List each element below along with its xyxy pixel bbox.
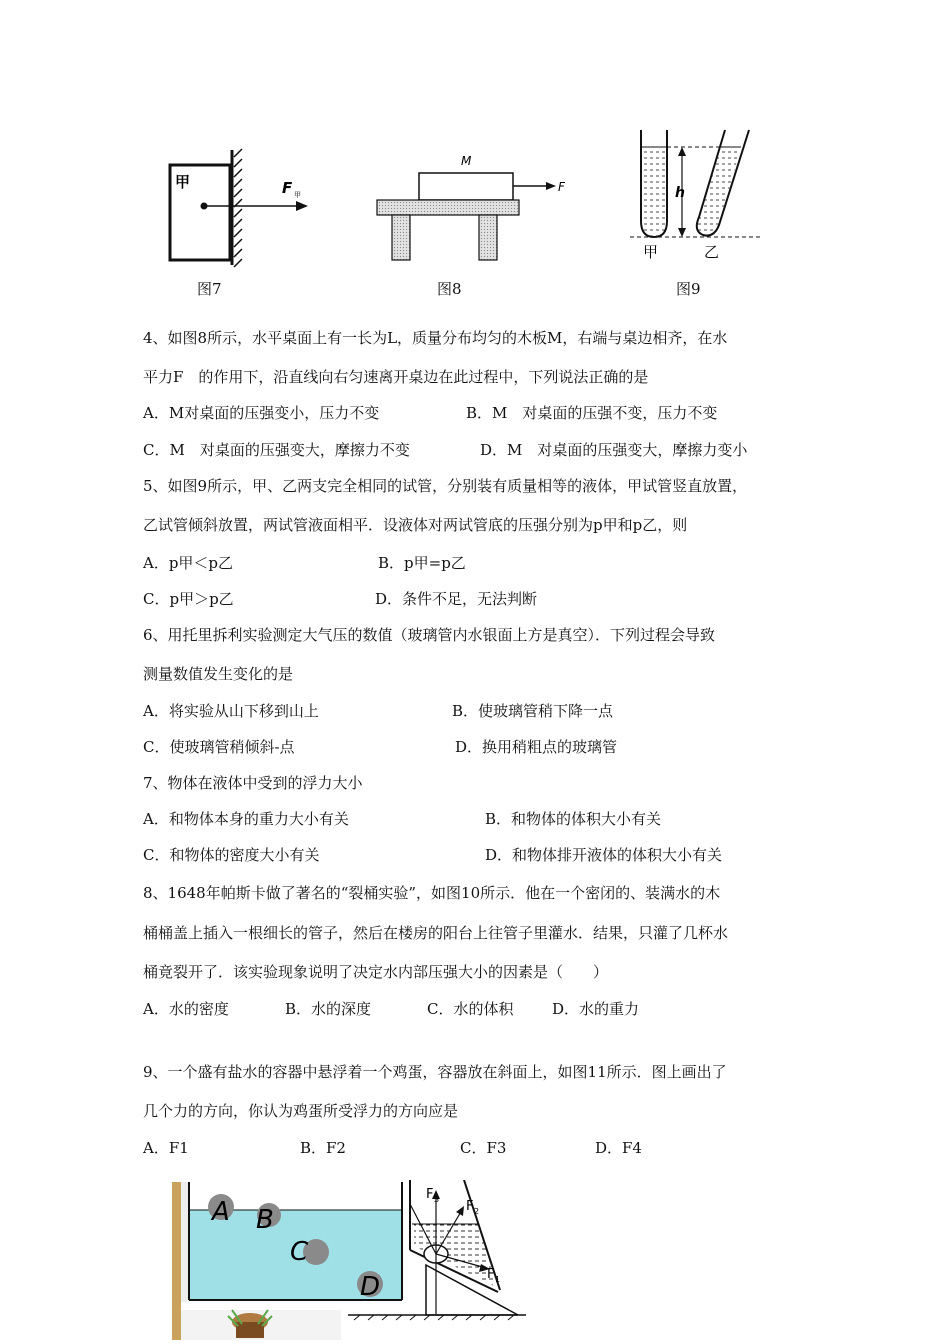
figure-8-diagram [372,150,572,265]
q6-line-2: 测量数值发生变化的是 [143,665,294,683]
fig9-label-jia: 甲 [643,243,659,261]
fig9-label-h: h [675,185,685,201]
fig11-label-f2-sub: 2 [474,1207,480,1216]
figure-9 [625,125,765,265]
figure-11 [348,1180,526,1330]
q5-line-2: 乙试管倾斜放置，两试管液面相平．设液体对两试管底的压强分别为p甲和p乙，则 [143,516,688,534]
figure-7-caption: 图7 [197,280,222,298]
figure-8 [372,150,572,265]
q9-option-c: C．F3 [460,1139,507,1157]
q4-option-a: A．M对桌面的压强变小，压力不变 [143,404,380,422]
fig8-label-m: M [461,154,472,168]
q6-option-d: D．换用稍粗点的玻璃管 [455,738,618,756]
q8-option-c: C．水的体积 [427,1000,514,1018]
fig11-label-f1: F [487,1267,495,1282]
q8-line-3: 桶竟裂开了．该实验现象说明了决定水内部压强大小的因素是（ ） [143,963,609,981]
q8-option-b: B．水的深度 [285,1000,372,1018]
q5-option-c: C．p甲＞p乙 [143,590,234,608]
figure-8-caption: 图8 [437,280,462,298]
fig11-label-f2: F [466,1199,474,1214]
fig11-label-f3: F [426,1187,434,1202]
q9-option-a: A．F1 [143,1139,189,1157]
fig10-label-c: C [290,1237,309,1267]
fig8-label-force: F [558,180,565,194]
q4-option-c: C．M 对桌面的压强变大，摩擦力不变 [143,441,410,459]
q6-option-c: C．使玻璃管稍倾斜-点 [143,738,295,756]
q5-line-1: 5、如图9所示，甲、乙两支完全相同的试管，分别装有质量相等的液体，甲试管竖直放置， [143,477,748,495]
figure-9-caption: 图9 [676,280,701,298]
q9-option-d: D．F4 [595,1139,642,1157]
fig11-label-f3-sub: 3 [434,1195,440,1204]
q6-option-b: B．使玻璃管稍下降一点 [452,702,614,720]
fig7-label-force: F [282,179,293,197]
figure-11-diagram [348,1180,526,1330]
q4-line-1: 4、如图8所示，水平桌面上有一长为L，质量分布均匀的木板M，右端与桌边相齐，在水 [143,329,728,347]
q9-line-2: 几个力的方向，你认为鸡蛋所受浮力的方向应是 [143,1102,459,1120]
q7-option-c: C．和物体的密度大小有关 [143,846,320,864]
q5-option-a: A．p甲＜p乙 [143,554,234,572]
q4-line-2: 平力F 的作用下，沿直线向右匀速离开桌边在此过程中，下列说法正确的是 [143,368,649,386]
q5-option-b: B．p甲=p乙 [378,554,466,572]
q7-option-b: B．和物体的体积大小有关 [485,810,662,828]
fig10-label-d: D [360,1272,381,1302]
fig10-label-b: B [256,1205,274,1235]
fig7-label-jia: 甲 [175,173,191,191]
q8-line-2: 桶桶盖上插入一根细长的管子，然后在楼房的阳台上往管子里灌水．结果，只灌了几杯水 [143,924,729,942]
q4-option-d: D．M 对桌面的压强变大，摩擦力变小 [480,441,748,459]
q7-option-d: D．和物体排开液体的体积大小有关 [485,846,723,864]
q6-line-1: 6、用托里拆利实验测定大气压的数值（玻璃管内水银面上方是真空）．下列过程会导致 [143,626,716,644]
figure-9-diagram [625,125,765,265]
q8-option-a: A．水的密度 [143,1000,229,1018]
figure-7 [160,145,320,270]
q9-option-b: B．F2 [300,1139,346,1157]
fig11-label-f1-sub: 1 [495,1275,501,1284]
q7-option-a: A．和物体本身的重力大小有关 [143,810,349,828]
fig10-label-a: A [212,1197,230,1227]
q6-option-a: A．将实验从山下移到山上 [143,702,319,720]
fig9-label-yi: 乙 [704,243,720,261]
q5-option-d: D．条件不足，无法判断 [375,590,538,608]
q8-line-1: 8、1648年帕斯卡做了著名的“裂桶实验”，如图10所示．他在一个密闭的、装满水的木 [143,884,721,902]
q9-line-1: 9、一个盛有盐水的容器中悬浮着一个鸡蛋，容器放在斜面上，如图11所示．图上画出了 [143,1063,727,1081]
figure-7-diagram [160,145,320,270]
q8-option-d: D．水的重力 [552,1000,640,1018]
q7-line-1: 7、物体在液体中受到的浮力大小 [143,774,363,792]
q4-option-b: B．M 对桌面的压强不变，压力不变 [466,404,718,422]
fig7-label-force-sub: 甲 [294,191,301,199]
